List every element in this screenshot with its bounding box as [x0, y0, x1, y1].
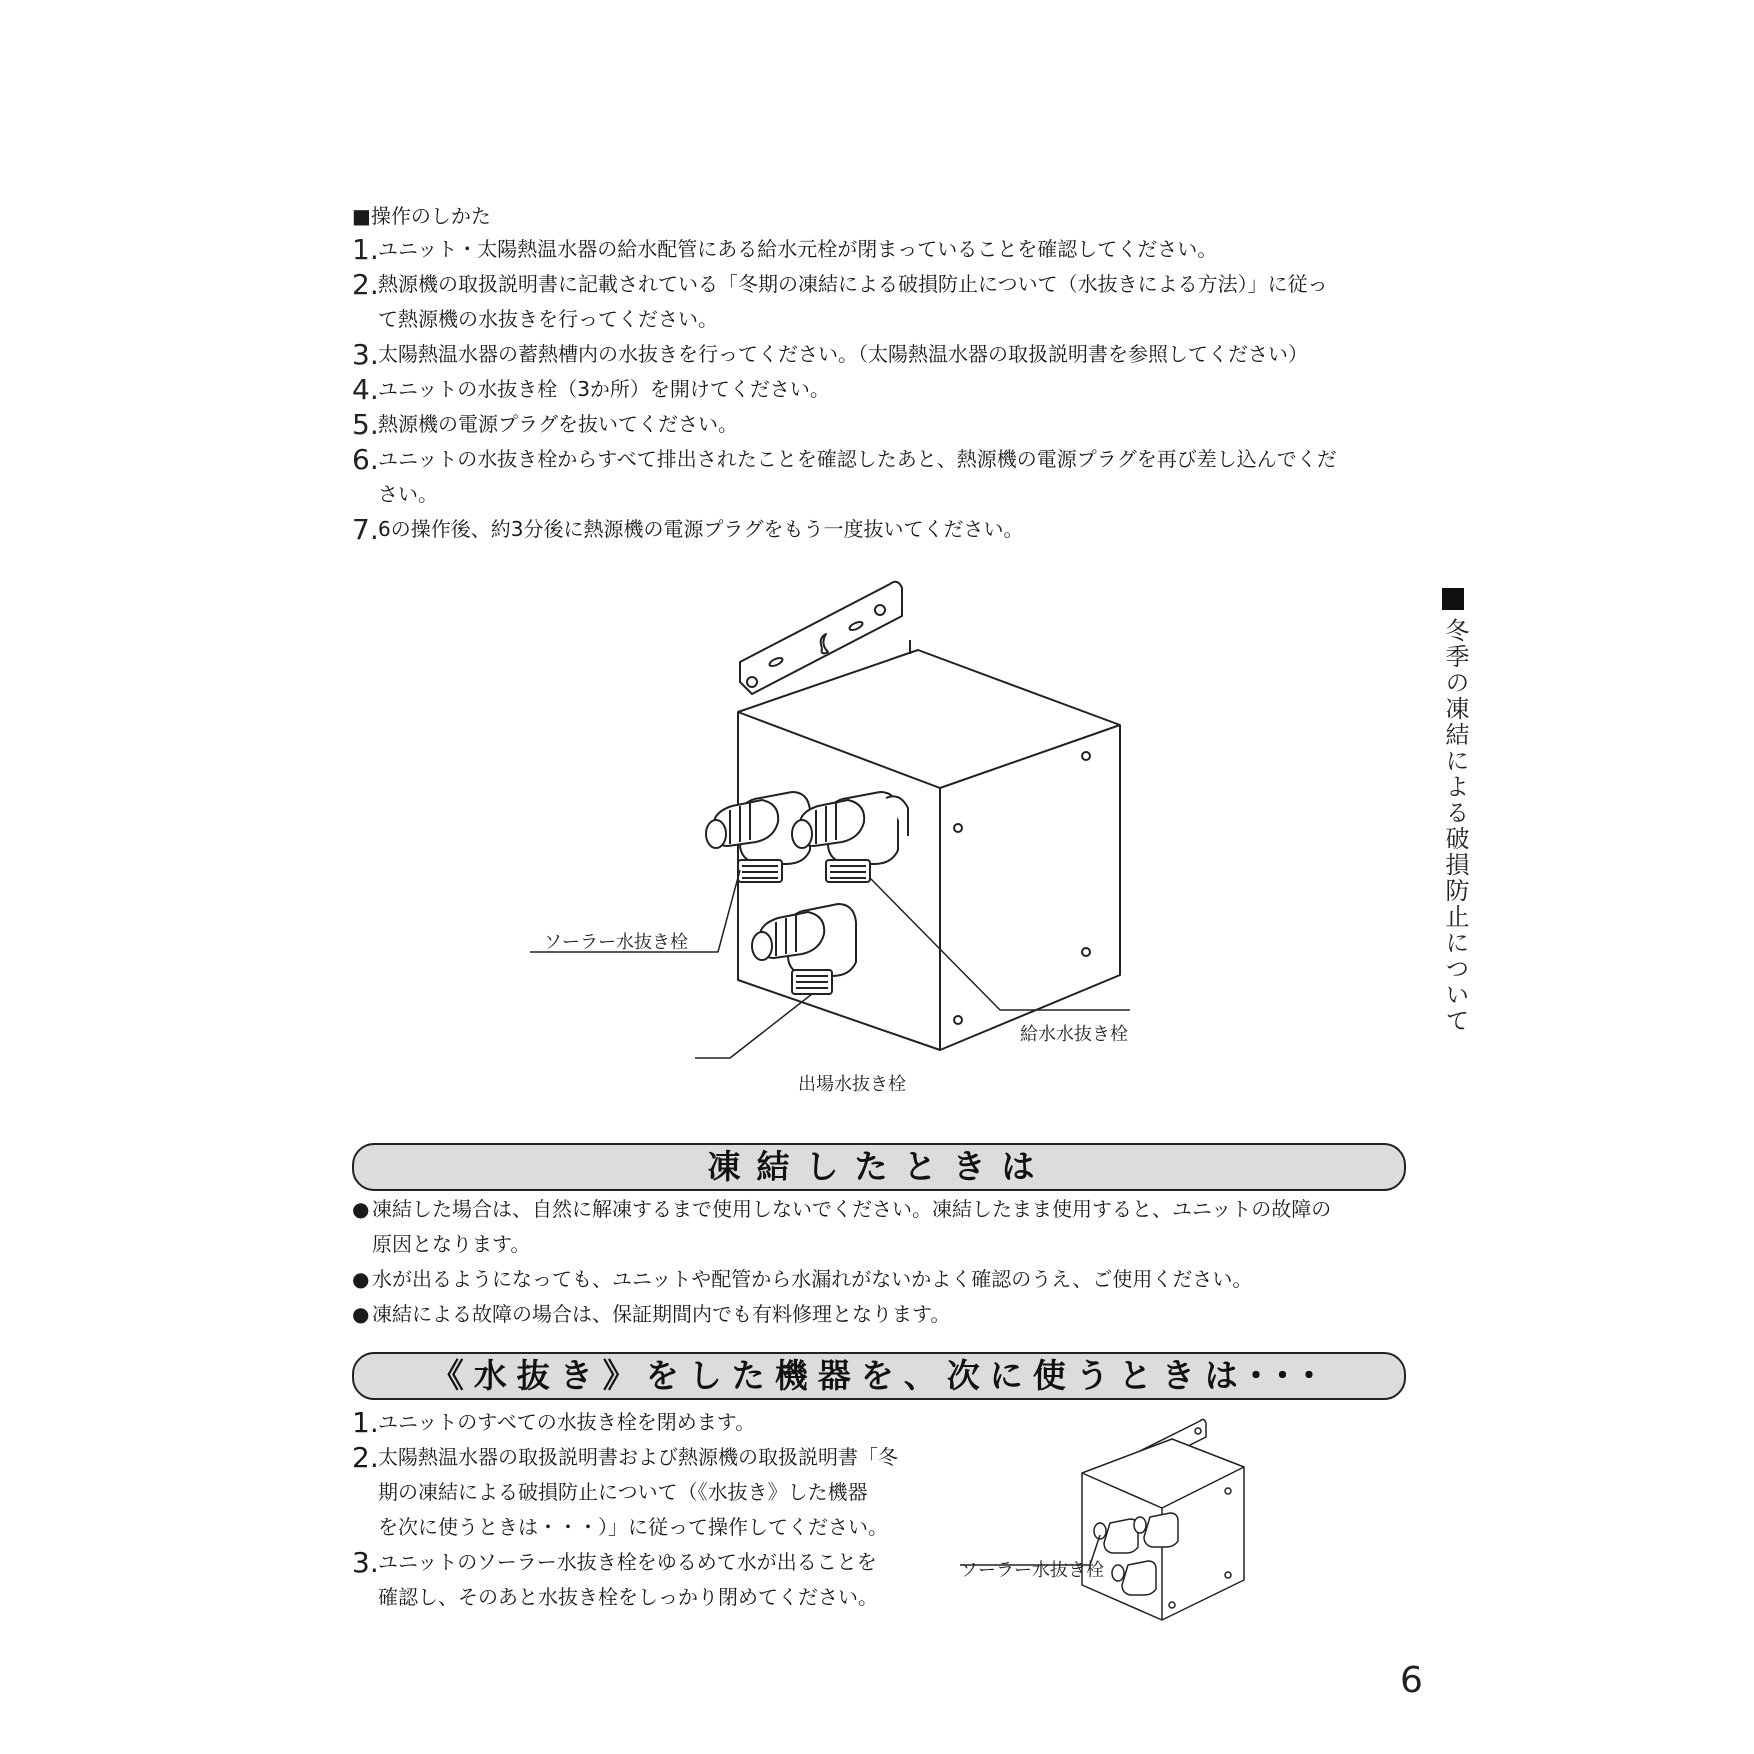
- step-number: 7.: [352, 513, 379, 546]
- side-tab-square-icon: [1442, 588, 1464, 610]
- step-text-continued: さい。: [378, 482, 438, 506]
- reuse-step-2: [352, 1440, 922, 1545]
- step-1: [352, 232, 1412, 267]
- frozen-banner: 凍結したときは: [352, 1143, 1406, 1191]
- step-number: 3.: [352, 338, 379, 371]
- step-number: 4.: [352, 373, 379, 406]
- step-text: を次に使うときは・・・）」に従って操作してください。: [378, 1515, 888, 1539]
- step-7: [352, 512, 1412, 547]
- step-number: 3.: [352, 1546, 379, 1579]
- step-number: 5.: [352, 408, 379, 441]
- bullet-text: 水が出るようになっても、ユニットや配管から水漏れがないかよく確認のうえ、ご使用ください。: [372, 1267, 1253, 1291]
- step-text: ユニットのソーラー水抜き栓をゆるめて水が出ることを: [378, 1550, 877, 1574]
- step-text: 期の凍結による破損防止について（《水抜き》した機器: [378, 1480, 868, 1504]
- bullet-text: 凍結した場合は、自然に解凍するまで使用しないでください。凍結したまま使用すると、ユニットの故障の: [372, 1197, 1332, 1221]
- step-text: ユニットの水抜き栓からすべて排出されたことを確認したあと、熱源機の電源プラグを再び差し込んでくだ: [378, 447, 1337, 471]
- step-text: 6の操作後、約3分後に熱源機の電源プラグをもう一度抜いてください。: [378, 517, 1024, 541]
- unit-small-figure: [960, 1405, 1260, 1635]
- step-text: 熱源機の取扱説明書に記載されている「冬期の凍結による破損防止について（水抜きによる方法）」に従っ: [378, 272, 1328, 296]
- step-number: 2.: [352, 1441, 379, 1474]
- frozen-bullet-1: [352, 1192, 1412, 1262]
- step-text: 確認し、そのあと水抜き栓をしっかり閉めてください。: [378, 1585, 878, 1609]
- step-text: 熱源機の電源プラグを抜いてください。: [378, 412, 738, 436]
- step-text-continued: て熱源機の水抜きを行ってください。: [378, 307, 718, 331]
- bullet-dot: ●: [352, 1302, 370, 1326]
- step-text: ユニットのすべての水抜き栓を閉めます。: [378, 1410, 756, 1434]
- reuse-banner: 《水抜き》をした機器を、次に使うときは･･･: [352, 1352, 1406, 1400]
- step-4: [352, 372, 1412, 407]
- bullet-text: 凍結による故障の場合は、保証期間内でも有料修理となります。: [372, 1302, 951, 1326]
- step-number: 1.: [352, 233, 379, 266]
- outlet-drain-valve-label: 出場水抜き栓: [798, 1074, 906, 1095]
- supply-drain-valve-label: 給水水抜き栓: [1020, 1024, 1128, 1045]
- frozen-bullet-3: [352, 1297, 1412, 1332]
- reuse-step-3: [352, 1545, 922, 1615]
- reuse-step-1: [352, 1405, 922, 1440]
- step-3: [352, 337, 1412, 372]
- step-5: [352, 407, 1412, 442]
- step-text: ユニットの水抜き栓（3か所）を開けてください。: [378, 377, 830, 401]
- step-text: 太陽熱温水器の蓄熱槽内の水抜きを行ってください。（太陽熱温水器の取扱説明書を参照してください）: [378, 342, 1308, 366]
- small-solar-drain-valve-label: ソーラー水抜き栓: [960, 1560, 1104, 1581]
- step-6: [352, 442, 1412, 512]
- step-number: 6.: [352, 443, 379, 476]
- page-number: 6: [1400, 1660, 1423, 1701]
- step-text: ユニット・太陽熱温水器の給水配管にある給水元栓が閉まっていることを確認してください。: [378, 237, 1218, 261]
- frozen-bullet-2: [352, 1262, 1412, 1297]
- bullet-dot: ●: [352, 1267, 370, 1291]
- side-tab-text: 冬季の凍結による破損防止について: [1441, 618, 1469, 1034]
- solar-drain-valve-label: ソーラー水抜き栓: [544, 932, 688, 953]
- bullet-text-continued: 原因となります。: [372, 1232, 531, 1256]
- step-text: 太陽熱温水器の取扱説明書および熱源機の取扱説明書「冬: [378, 1445, 898, 1469]
- section-heading: ■操作のしかた: [352, 204, 491, 228]
- bullet-dot: ●: [352, 1197, 370, 1221]
- step-number: 2.: [352, 268, 379, 301]
- step-number: 1.: [352, 1406, 379, 1439]
- side-tab: [1440, 588, 1468, 1034]
- step-2: [352, 267, 1412, 337]
